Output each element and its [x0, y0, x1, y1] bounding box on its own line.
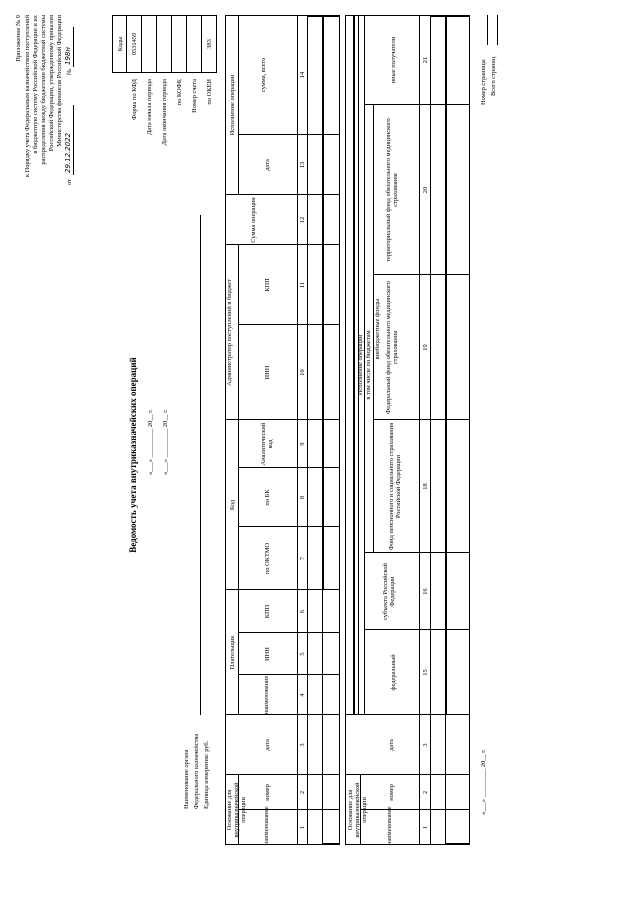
t1-payer-header: Плательщик — [229, 635, 236, 670]
codes-label-form: Форма по КФД — [131, 79, 138, 120]
t1-code-header: Код — [229, 499, 236, 511]
order-line-5: Министерства финансов Российской Федерации — [56, 15, 63, 147]
t1-num: 1 — [299, 825, 306, 830]
t2-num: 19 — [422, 344, 429, 351]
codes-header: Коды — [117, 36, 124, 52]
t2-in-budgets-header: в том числе по бюджетам — [365, 330, 372, 400]
t1-col — [238, 526, 340, 527]
t1-num: 10 — [299, 369, 306, 376]
codes-value-okei: 383 — [206, 39, 213, 49]
codes-sep — [186, 15, 187, 73]
unit-label: Единица измерения: руб. — [203, 740, 210, 809]
t1-line — [238, 245, 239, 715]
codes-label-end: Дата окончания периода — [161, 79, 168, 146]
t2-num: 16 — [422, 588, 429, 595]
codes-sep — [141, 15, 142, 73]
order-number: 198н — [64, 47, 72, 65]
t2-num: 1 — [422, 825, 429, 830]
document-title: Ведомость учета внутриказначейских операций — [128, 357, 138, 553]
t2-col-pension: Фонд пенсионного и социального страхования Российской Федерации — [388, 422, 402, 551]
t1-col — [238, 809, 340, 810]
t1-col-basis-date: дата — [264, 739, 271, 751]
footer-page-number-line — [487, 15, 488, 45]
t1-col-admin-kpp: КПП — [264, 278, 271, 292]
t1-col-payer-kpp: КПП — [264, 604, 271, 619]
codes-label-start: Дата начала периода — [146, 79, 153, 136]
t1-num: 5 — [299, 652, 306, 656]
codes-label-account: Номер счета — [191, 79, 198, 113]
appendix-label: Приложение № 9 — [15, 15, 22, 62]
footer-date-line: «___» _________ 20__ г. — [480, 749, 487, 815]
t1-num: 14 — [299, 71, 306, 79]
t1-thick — [322, 843, 340, 845]
t2-col-basis-name: наименование — [386, 806, 393, 845]
t1-basis-header: Основание для внутриказначейской операции — [226, 782, 247, 838]
order-line-3: распределения между бюджетами бюджетной системы — [40, 15, 47, 165]
t2-col-ffoms: Федеральный фонд обязательного медицинского страхования — [385, 281, 399, 414]
t2-thick — [445, 843, 470, 845]
t2-num: 18 — [422, 483, 429, 490]
t1-col-payer-name: наименование — [263, 675, 270, 715]
t2-col-other: иные получатели — [390, 36, 397, 84]
t2-thick — [445, 15, 447, 715]
t1-col-basis-name: наименование — [263, 806, 270, 845]
codes-sep — [126, 15, 127, 73]
codes-sep — [156, 15, 157, 73]
org-name-line — [200, 215, 201, 715]
t1-num: 4 — [299, 693, 306, 697]
org-label-2: Федерального казначейства — [193, 733, 200, 809]
t1-thick — [322, 15, 324, 590]
t2-num: 21 — [422, 56, 429, 64]
t1-col — [238, 674, 340, 675]
t1-line — [307, 15, 308, 845]
t1-num: 7 — [299, 556, 306, 561]
t2-num: 20 — [422, 186, 429, 194]
order-date-prefix: от — [66, 179, 73, 185]
codes-label-okei: по ОКЕИ — [206, 79, 213, 105]
t1-col-analytic: Аналитический код — [260, 422, 274, 466]
codes-sep — [201, 15, 202, 73]
codes-sep — [171, 15, 172, 73]
t2-col-basis-number: номер — [388, 784, 395, 801]
t2-basis-header: Основание для внутриказначейской операции — [347, 782, 368, 838]
order-line-2: в бюджетную систему Российской Федерации и их — [32, 15, 39, 154]
t2-offbudget-header: внебюджетные фонды — [374, 298, 381, 360]
t2-line-thick — [353, 15, 355, 715]
t2-col-subject: субъекта Российской Федерации — [382, 563, 396, 620]
date-line-1: «___» _________ 20__ г. — [147, 409, 154, 475]
t1-num: 2 — [299, 790, 306, 795]
t2-num: 15 — [422, 669, 429, 676]
t2-col-basis-date: дата — [388, 739, 395, 751]
t1-num: 12 — [299, 216, 306, 224]
footer-total-pages-label: Всего страниц — [490, 56, 497, 96]
footer-total-pages-line — [497, 15, 498, 45]
order-line-4: Российской Федерации, утвержденному приказом — [48, 15, 55, 152]
t1-num: 3 — [299, 743, 306, 747]
order-number-prefix: № — [66, 68, 73, 75]
t1-num: 8 — [299, 495, 306, 500]
t2-col — [364, 629, 470, 630]
t1-col-oktmo: по ОКТМО — [264, 542, 271, 575]
t1-num: 9 — [299, 442, 306, 446]
t2-execution-header: Исполнение операции — [357, 334, 364, 396]
org-label-1: Наименование органа — [183, 749, 190, 809]
t1-sum-header: Сумма операции — [250, 197, 257, 243]
t1-col-admin-inn: ИНН — [264, 365, 271, 380]
codes-label-kofk: по КОФК — [176, 79, 183, 106]
t1-col — [225, 714, 340, 715]
t1-line — [238, 15, 239, 195]
t1-thick — [307, 15, 340, 17]
t1-num: 6 — [299, 609, 306, 614]
t1-col-bk: по БК — [264, 489, 271, 506]
order-line-1: к Порядку учета Федеральным казначейством поступлений — [24, 15, 31, 178]
order-date-underline — [73, 105, 74, 175]
t1-col-exec-sum: сумма, всего — [260, 57, 267, 93]
t2-col-federal: федеральный — [390, 654, 397, 691]
t2-num: 3 — [422, 743, 429, 747]
t1-line — [297, 15, 298, 845]
t1-col — [238, 467, 340, 468]
t2-num: 2 — [422, 790, 429, 795]
t1-col-exec-date: дата — [264, 159, 271, 171]
t1-col — [238, 134, 340, 135]
t1-col — [238, 324, 340, 325]
date-line-2: «___» _________ 20__ г. — [162, 409, 169, 475]
t2-col-tfoms: территориальный фонд обязательного медицинского страхования — [385, 118, 399, 262]
t1-admin-header: Администратор поступлений в бюджет — [226, 279, 233, 386]
t1-col — [238, 632, 340, 633]
t2-line — [430, 15, 431, 845]
codes-value-form: 0531459 — [131, 32, 138, 56]
footer-page-number-label: Номер страницы — [480, 59, 487, 105]
t2-line — [419, 15, 420, 845]
t1-num: 13 — [299, 161, 306, 169]
t2-col — [360, 809, 470, 810]
t2-thick — [430, 15, 470, 17]
t1-execution-header: Исполнение операции — [229, 74, 236, 136]
t1-col-payer-inn: ИНН — [264, 647, 271, 661]
order-number-underline — [73, 27, 74, 67]
order-date: 29.12.2022 — [64, 132, 72, 173]
t1-col-basis-number: номер — [264, 784, 271, 801]
t1-num: 11 — [299, 281, 306, 289]
